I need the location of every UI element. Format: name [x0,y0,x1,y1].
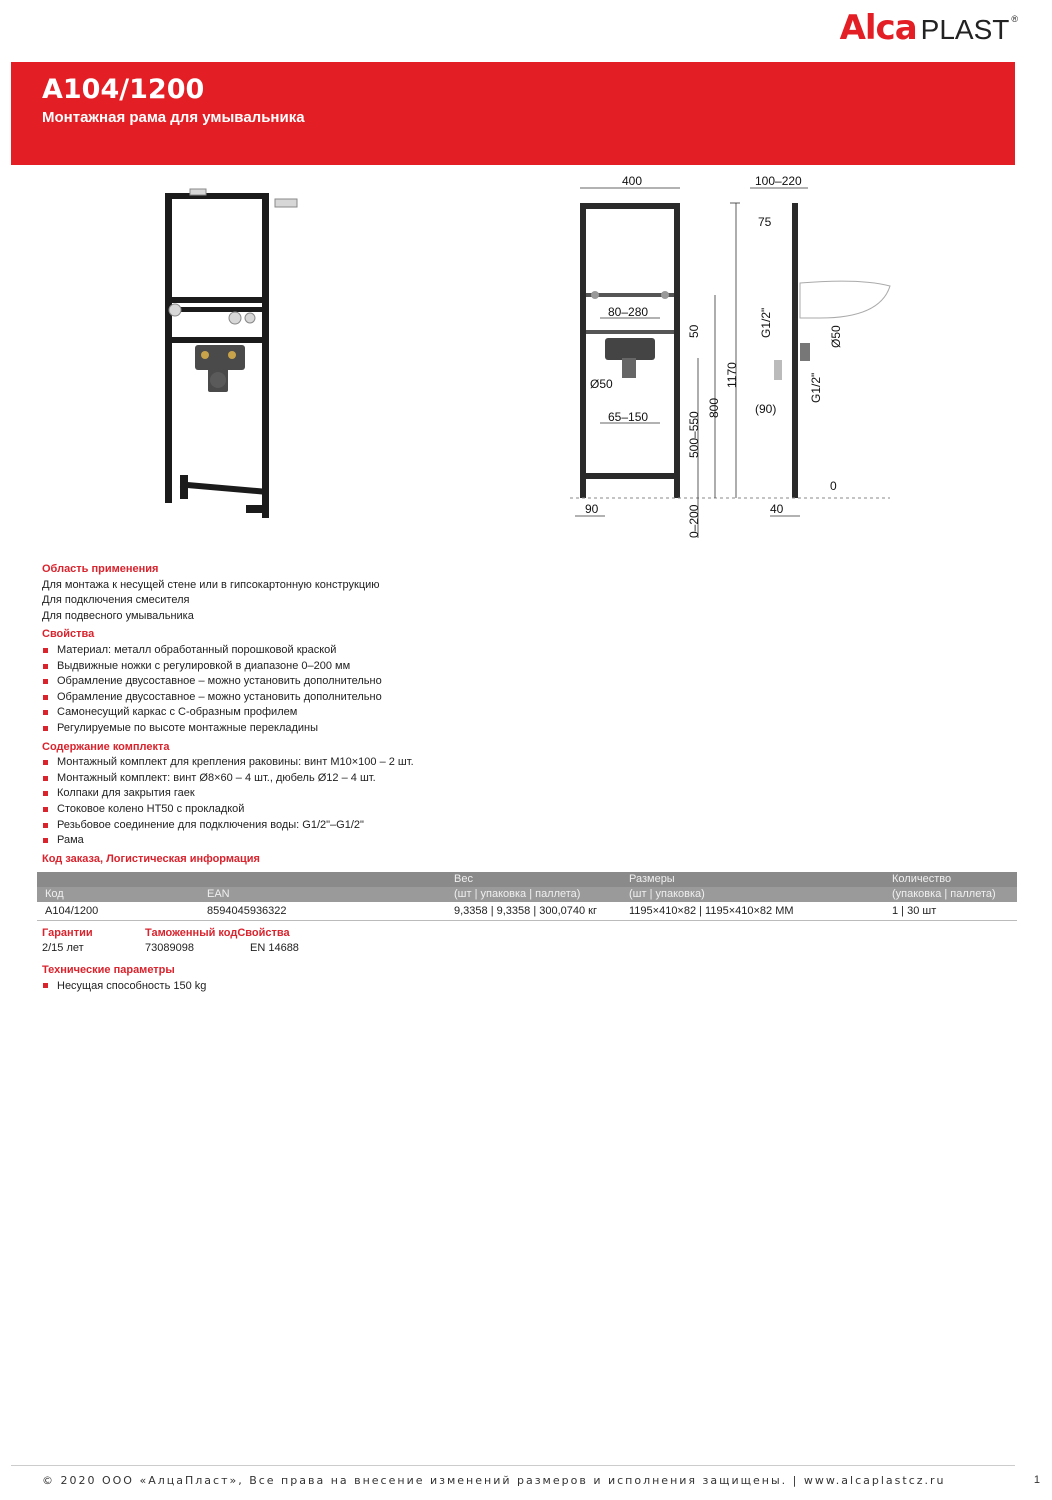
guarantee-title: Гарантии [42,927,93,939]
list-item: Резьбовое соединение для подключения воды: G1/2"–G1/2" [42,818,1017,834]
list-item: Самонесущий каркас с С-образным профилем [42,705,1017,721]
list-item: Обрамление двусоставное – можно установить дополнительно [42,690,1017,706]
standard-value: EN 14688 [250,942,299,954]
customs-title: Таможенный код [145,927,238,939]
dim-800: 800 [707,397,721,418]
dim-90p: (90) [755,402,777,416]
dim-width: 400 [622,174,643,188]
dim-90: 90 [585,502,599,516]
dimension-drawing [560,168,900,543]
application-line: Для подключения смесителя [42,594,190,607]
dim-g12-upper: G1/2" [759,307,773,338]
cell-dims: 1195×410×82 | 1195×410×82 MM [614,902,877,921]
tech-block [42,962,206,994]
registered-mark: ® [1011,14,1018,24]
list-item: Монтажный комплект: винт Ø8×60 – 4 шт., дюбель Ø12 – 4 шт. [42,771,1017,787]
tech-list [42,978,206,994]
dim-dia50-front: Ø50 [590,377,613,391]
properties-title: Свойства [42,628,95,641]
dim-depth: 100–220 [755,174,802,188]
col-code-header: Код [37,887,192,902]
col-dims-sub: (шт | упаковка) [614,887,877,902]
dim-65-150: 65–150 [608,410,649,424]
guarantee-value: 2/15 лет [42,942,84,954]
guarantee-block [42,926,299,956]
list-item: Колпаки для закрытия гаек [42,786,1017,802]
list-item: Стоковое колено HT50 с прокладкой [42,802,1017,818]
list-item: Выдвижные ножки с регулировкой в диапазоне 0–200 мм [42,659,1017,675]
list-item: Несущая способность 150 kg [42,978,206,994]
col-qty-sub: (упаковка | паллета) [877,887,1017,902]
kit-title: Содержание комплекта [42,740,170,753]
order-title: Код заказа, Логистическая информация [42,852,260,865]
table-row [37,902,1017,921]
col-weight-header: Вес [439,872,614,887]
list-item: Монтажный комплект для крепления раковины: винт M10×100 – 2 шт. [42,755,1017,771]
footer-divider [11,1465,1015,1466]
specification-text [42,562,1017,867]
col-qty-header: Количество [877,872,1017,887]
logo-alca-text: Alca [839,8,917,48]
alcaplast-logo [840,8,1018,48]
header-banner [11,62,1015,165]
logistics-table [37,872,1017,921]
product-subtitle: Монтажная рама для умывальника [42,109,305,126]
list-item: Материал: металл обработанный порошковой краской [42,643,1017,659]
dim-80-280: 80–280 [608,305,649,319]
dim-50: 50 [687,324,701,338]
logo-plast-text: PLAST [920,14,1010,45]
dim-1170: 1170 [725,362,739,388]
product-photo [150,185,310,530]
cell-code: A104/1200 [37,902,192,921]
page-number: 1 [1033,1474,1040,1486]
cell-ean: 8594045936322 [192,902,439,921]
application-line: Для подвесного умывальника [42,609,194,622]
col-ean-header: EAN [192,887,439,902]
footer-text: © 2020 ООО «АлцаПласт», Все права на внесение изменений размеров и исполнения защищены. | www.alcaplastcz.ru [42,1474,946,1487]
customs-value: 73089098 [145,942,194,954]
product-code: A104/1200 [42,74,205,105]
application-title: Область применения [42,563,159,575]
application-line: Для монтажа к несущей стене или в гипсокартонную конструкцию [42,578,380,591]
dim-g12-lower: G1/2" [809,372,823,403]
cell-qty: 1 | 30 шт [877,902,1017,921]
dim-0-200: 0–200 [687,504,701,538]
dim-40: 40 [770,502,784,516]
col-dims-header: Размеры [614,872,877,887]
list-item: Обрамление двусоставное – можно установить дополнительно [42,674,1017,690]
list-item: Регулируемые по высоте монтажные перекладины [42,721,1017,737]
tech-title: Технические параметры [42,964,175,976]
kit-list [42,755,1017,849]
list-item: Рама [42,833,1017,849]
properties-list [42,643,1017,737]
col-weight-sub: (шт | упаковка | паллета) [439,887,614,902]
standard-title: Свойства [237,927,290,939]
cell-weight: 9,3358 | 9,3358 | 300,0740 кг [439,902,614,921]
dim-dia50-side: Ø50 [829,325,843,348]
dim-500-550: 500–550 [687,411,701,458]
dim-75: 75 [758,215,772,229]
dim-zero: 0 [830,479,837,493]
